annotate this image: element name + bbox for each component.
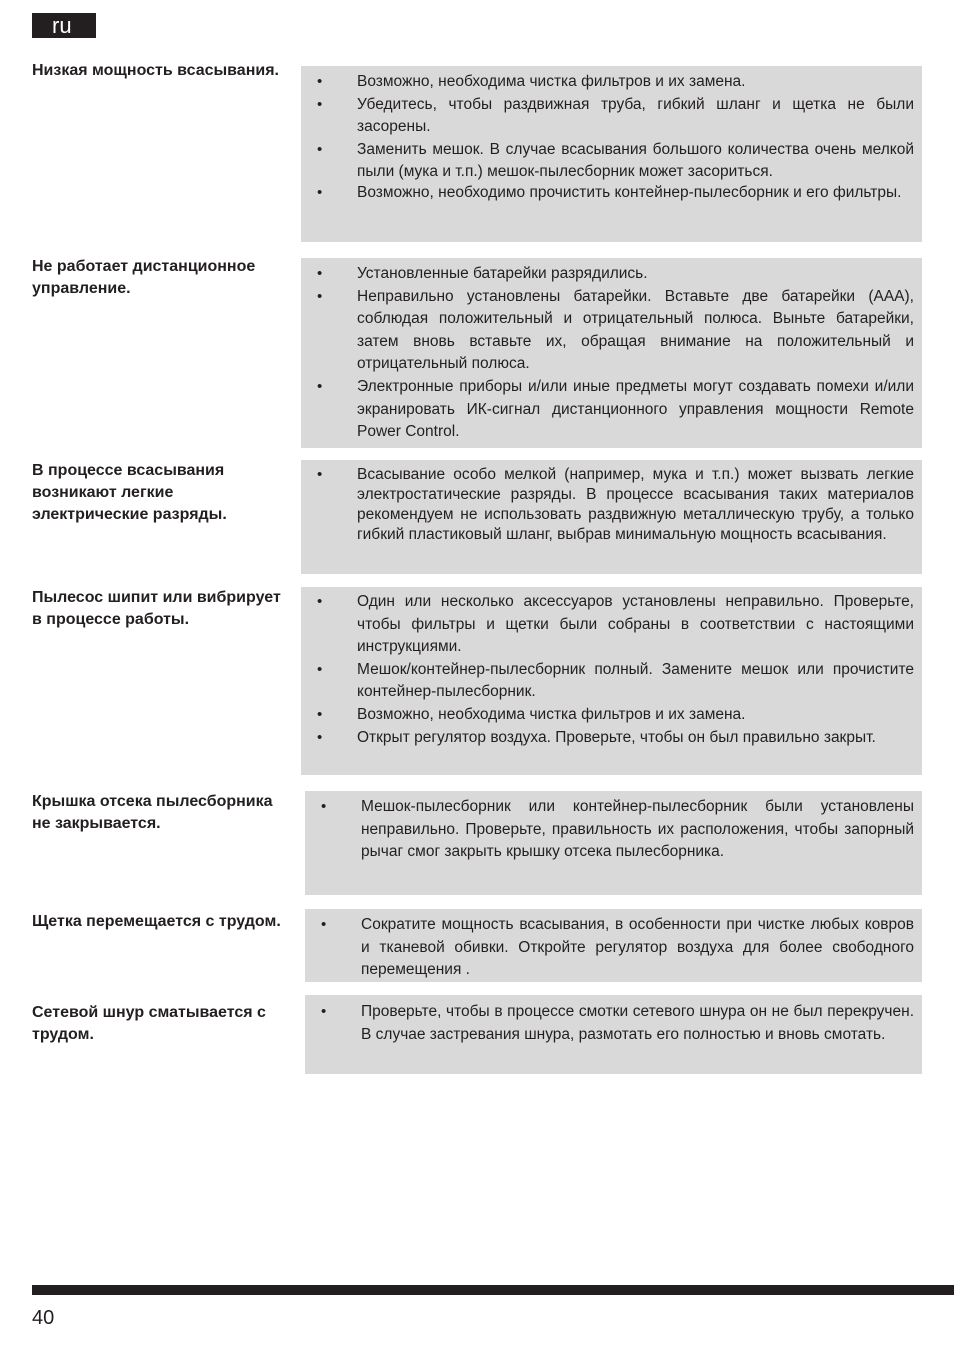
solution-text: Проверьте, чтобы в процессе смотки сетевого шнура он не был перекручен. В случае застревания шнура, размотать его полностью и вновь смотать. [361, 1003, 914, 1043]
solution-item [301, 376, 914, 444]
solution-item [301, 184, 914, 202]
bullet-icon: • [317, 265, 323, 282]
solution-text: Неправильно установлены батарейки. Вставьте две батарейки (AAA), соблюдая положительный и отрицательный полюса. Выньте батарейки, затем вновь вставьте их, обращая внимание на положительный и отрицательный полюса. [357, 287, 914, 373]
solution-text: Возможно, необходима чистка фильтров и их замена. [357, 73, 746, 90]
solution-text: Установленные батарейки разрядились. [357, 265, 648, 282]
solution-item [301, 659, 914, 704]
solution-text: Мешок-пылесборник или контейнер-пылесборник были установлены неправильно. Проверьте, правильность их расположения, чтобы запорный рычаг смог закрыть крышку отсека пылесборника. [361, 798, 914, 861]
problem-heading: Сетевой шнур сматывается с трудом. [32, 1004, 266, 1043]
problem-heading: Низкая мощность всасывания. [32, 62, 279, 79]
page-number: 40 [32, 1307, 55, 1329]
solution-text: Сократите мощность всасывания, в особенности при чистке любых ковров и тканевой обивки. Откройте регулятор воздуха для более свободного перемещения . [361, 916, 914, 979]
problem-heading: В процессе всасывания возникают легкие электрические разряды. [32, 462, 227, 523]
solution-text: Открыт регулятор воздуха. Проверьте, чтобы он был правильно закрыт. [357, 728, 876, 746]
footer-divider [32, 1285, 954, 1295]
solution-item [301, 465, 914, 545]
solution-text: Возможно, необходима чистка фильтров и их замена. [357, 705, 746, 723]
problem-heading: Крышка отсека пылесборника не закрывается. [32, 793, 273, 832]
bullet-icon: • [317, 140, 323, 158]
solution-item [301, 704, 914, 727]
bullet-icon: • [317, 593, 323, 610]
solution-item [301, 727, 914, 750]
solution-text: Мешок/контейнер-пылесборник полный. Замените мешок или прочистите контейнер-пылесборник. [357, 660, 914, 701]
solution-item [301, 591, 914, 659]
bullet-icon: • [317, 183, 323, 201]
bullet-icon: • [317, 73, 323, 90]
solution-text: Один или несколько аксессуаров установлены неправильно. Проверьте, чтобы фильтры и щетки были собраны в соответствии с настоящими инструкциями. [357, 593, 914, 656]
solution-text: Убедитесь, чтобы раздвижная труба, гибкий шланг и щетка не были засорены. [357, 95, 914, 136]
problem-heading: Щетка перемещается с трудом. [32, 913, 281, 930]
solution-item [301, 139, 914, 184]
solution-item [301, 286, 914, 376]
problem-heading: Не работает дистанционное управление. [32, 258, 256, 297]
bullet-icon: • [317, 705, 323, 723]
solution-item [305, 796, 914, 864]
bullet-icon: • [317, 377, 323, 395]
bullet-icon: • [317, 95, 323, 113]
solution-item [301, 71, 914, 94]
solution-item [301, 94, 914, 139]
bullet-icon: • [317, 728, 323, 746]
solution-text: Возможно, необходимо прочистить контейнер-пылесборник и его фильтры. [357, 183, 902, 201]
solution-text: Заменить мешок. В случае всасывания большого количества очень мелкой пыли (мука и т.п.) мешок-пылесборник может засориться. [357, 140, 914, 181]
solution-text: Электронные приборы и/или иные предметы могут создавать помехи и/или экранировать ИК-сигнал дистанционного управления мощности Remote Power Control. [357, 377, 914, 441]
solution-item [301, 263, 914, 286]
bullet-icon: • [321, 798, 327, 815]
bullet-icon: • [321, 916, 327, 933]
bullet-icon: • [317, 466, 323, 483]
solution-box [301, 258, 922, 448]
bullet-icon: • [321, 1003, 327, 1020]
solution-item [305, 914, 914, 982]
solution-box [305, 791, 922, 895]
solution-box [301, 587, 922, 775]
solution-box [305, 995, 922, 1074]
bullet-icon: • [317, 287, 323, 305]
bullet-icon: • [317, 660, 323, 678]
solution-box [301, 460, 922, 574]
solution-box [301, 66, 922, 242]
solution-text: Всасывание особо мелкой (например, мука и т.п.) может вызвать легкие электростатические разряды. В процессе всасывания таких материалов рекомендуем не использовать раздвижную металлическую трубу, а только гибкий пластиковый шланг, выбрав минимальную мощность всасывания. [357, 466, 914, 543]
language-badge: ru [32, 13, 96, 38]
problem-heading: Пылесос шипит или вибрирует в процессе работы. [32, 589, 281, 628]
solution-item [305, 1001, 914, 1046]
solution-box [305, 909, 922, 982]
